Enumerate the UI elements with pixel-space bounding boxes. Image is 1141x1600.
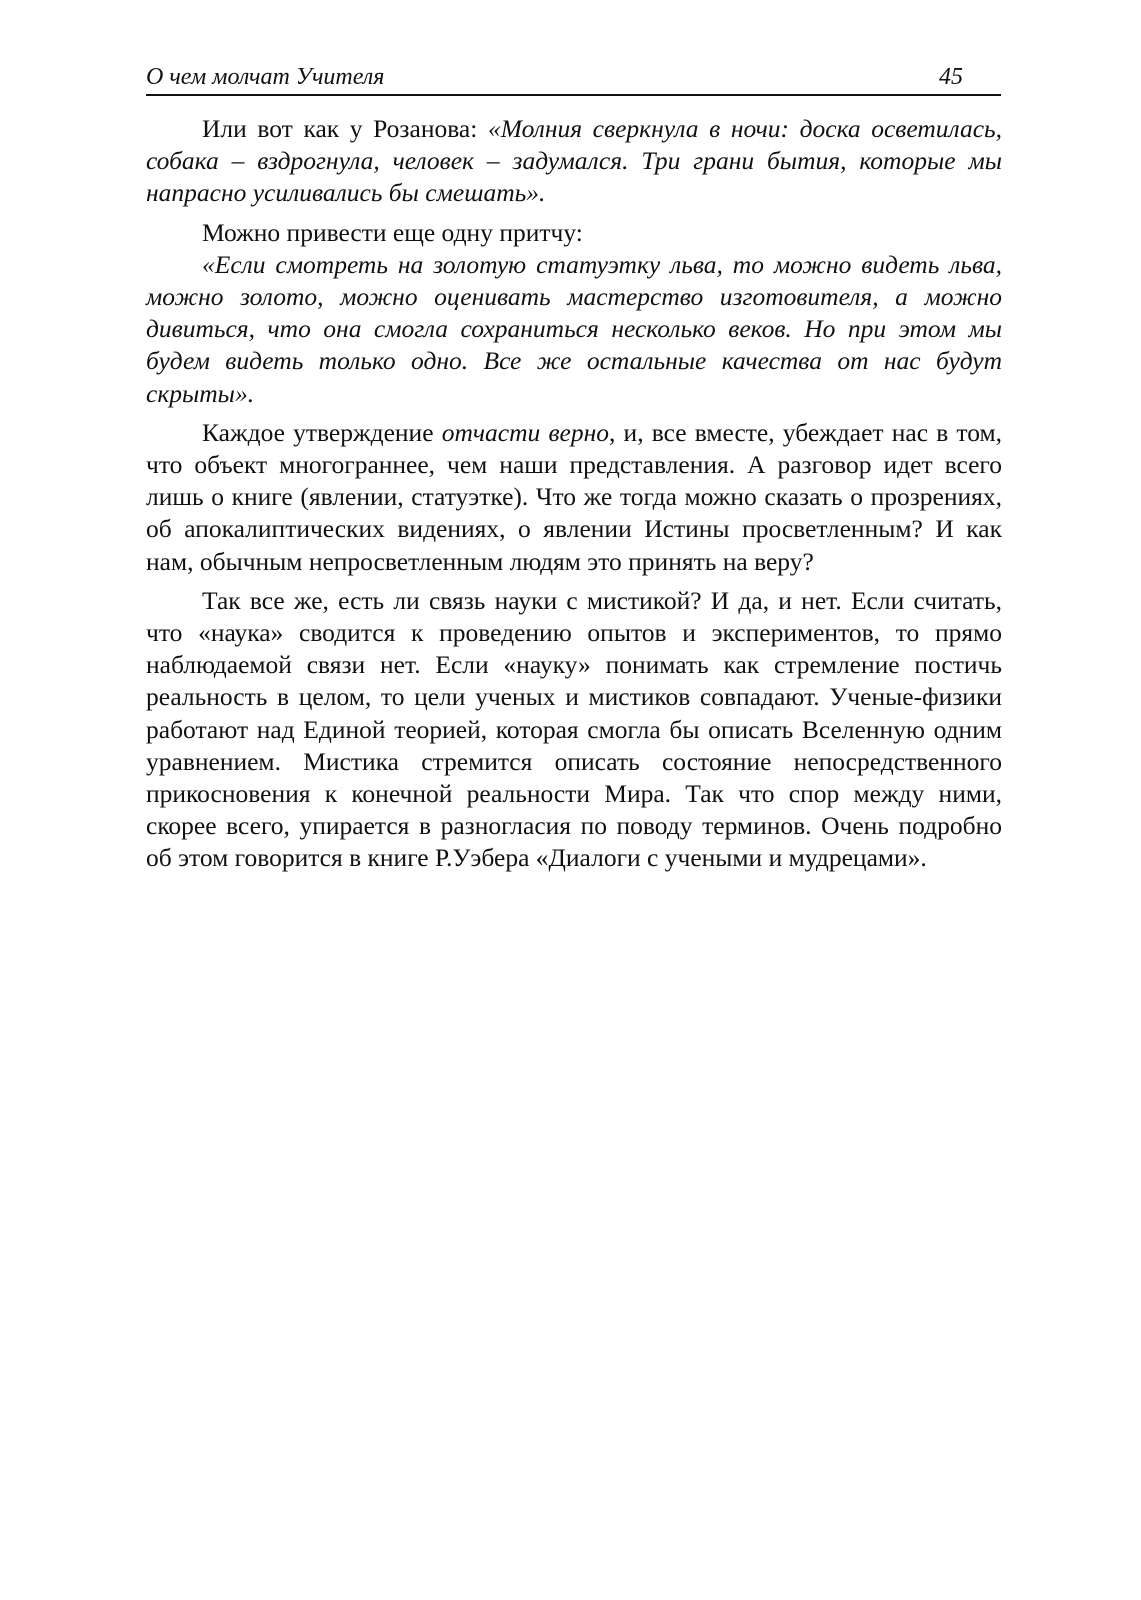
running-head-title: О чем молчат Учителя (146, 64, 385, 90)
parable-quote: «Если смотреть на золотую статуэтку льва, то можно видеть льва, можно золото, можно оценивать мастерство изготовителя, а можно дивиться, что она смогла сохраниться несколько веков. Но при этом мы будем видеть только одно. Все же остальные качества от нас будут скрыты». (146, 249, 1002, 408)
paragraph-statements-end: , и, все вместе, убеждает нас в том, что объект многограннее, чем наши представления. А разговор идет всего лишь о книге (явлении, статуэтке). Что же тогда можно сказать о прозрениях, об апокалиптических видениях, о явлении Истины просветленным? И как нам, обычным непросветленным людям это принять на веру? (146, 417, 1003, 576)
running-head (146, 62, 1001, 96)
body-text (146, 113, 1002, 875)
paragraph-statements-emphasis: отчасти верно (441, 417, 609, 447)
rozanov-quote: «Молния сверкнула в ночи: доска осветилась, собака – вздрогнула, человек – задумался. Три грани бытия, которые мы напрасно усиливались бы смешать». (146, 114, 1002, 208)
paragraph-rozanov-plain: Или вот как у Розанова: (202, 114, 488, 143)
paragraph-statements-start: Каждое утверждение (202, 417, 442, 447)
paragraph-statements (146, 417, 1002, 578)
paragraph-science-mysticism: Так все же, есть ли связь науки с мистикой? И да, и нет. Если считать, что «наука» сводится к проведению опытов и экспериментов, то прямо наблюдаемой связи нет. Если «науку» понимать как стремление постичь реальность в целом, то цели ученых и мистиков совпадают. Ученые-физики работают над Единой теорией, которая смогла бы описать Вселенную одним уравнением. Мистика стремится описать состояние непосредственного прикосновения к конечной реальности Мира. Так что спор между ними, скорее всего, упирается в разногласия по поводу терминов. Очень подробно об этом говорится в книге Р.Уэбера «Диалоги с учеными и мудрецами». (146, 585, 1002, 873)
page-number: 45 (939, 64, 963, 90)
paragraph-parable-intro: Можно привести еще одну притчу: (202, 217, 583, 247)
paragraph-rozanov (146, 113, 1002, 210)
